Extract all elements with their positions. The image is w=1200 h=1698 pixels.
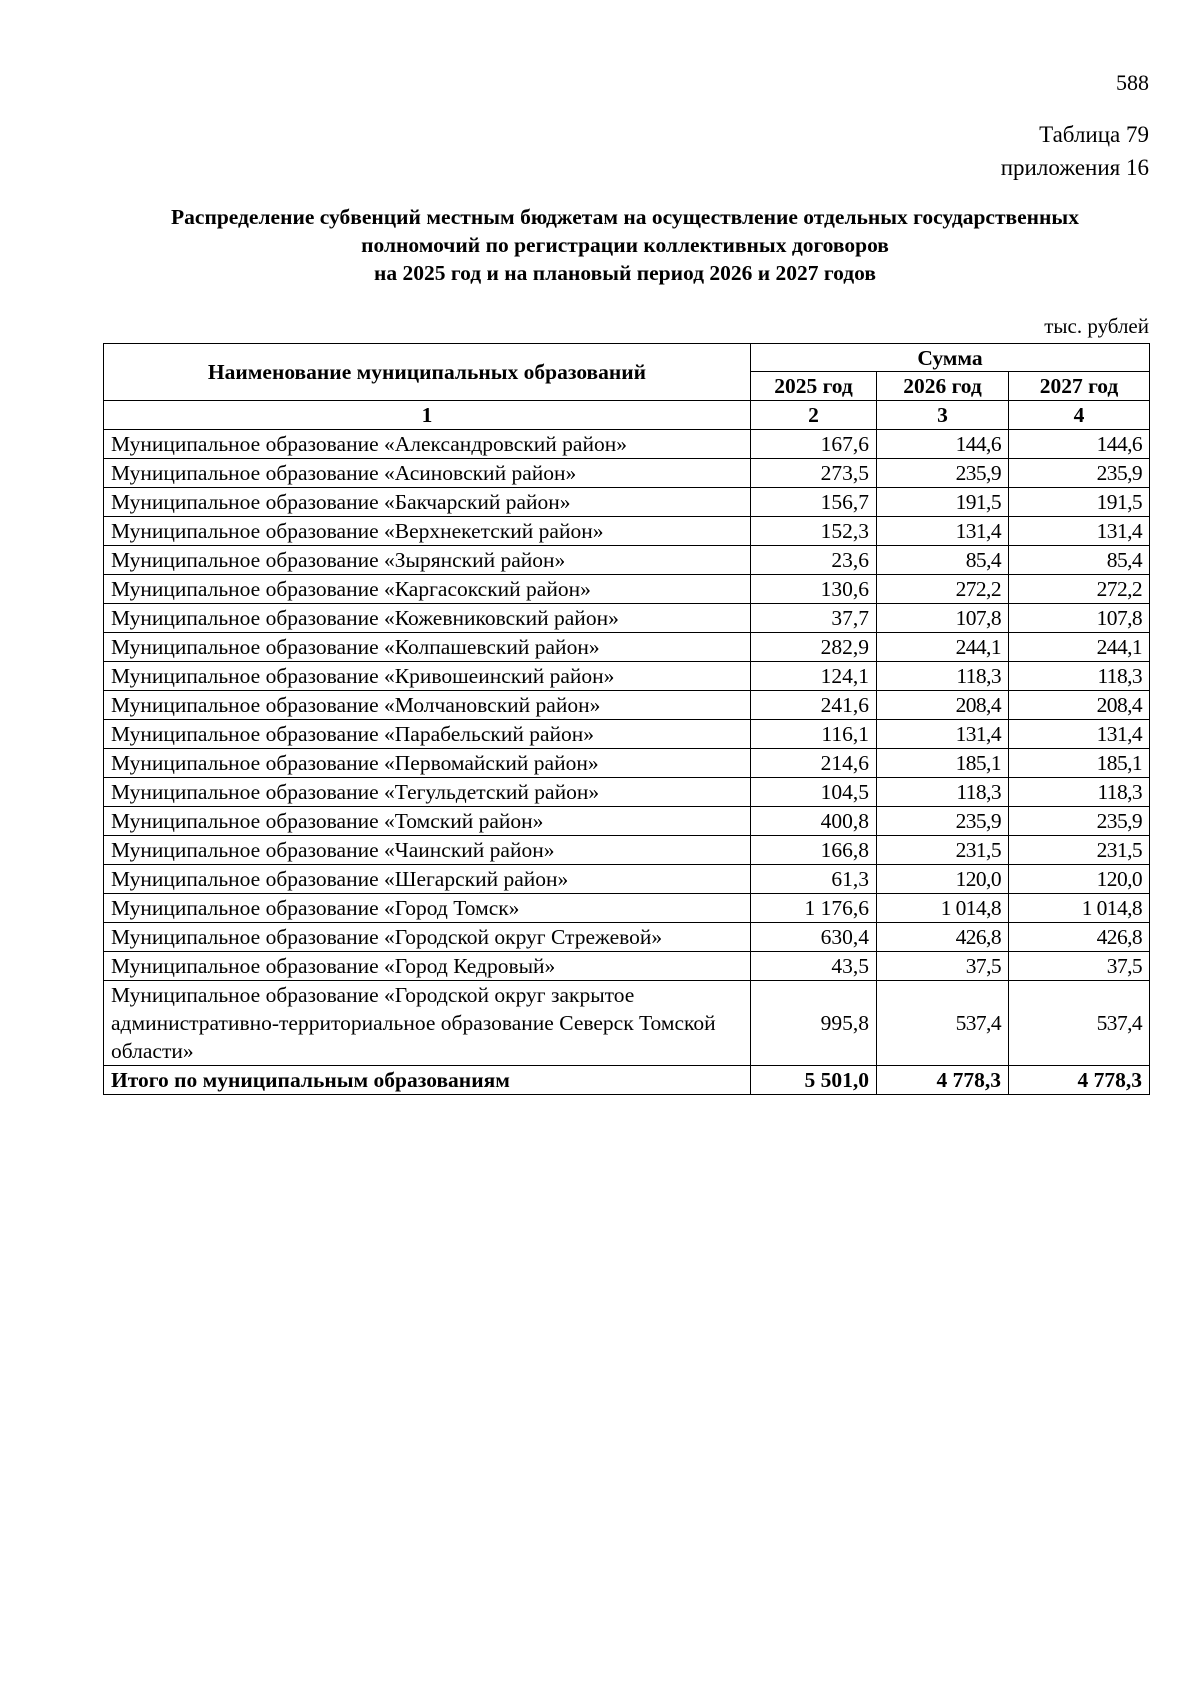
table-row <box>104 662 1150 691</box>
value-2025: 1 176,6 <box>751 894 877 923</box>
municipality-name: Муниципальное образование «Город Кедровый» <box>104 952 751 981</box>
table-row <box>104 749 1150 778</box>
municipality-name: Муниципальное образование «Верхнекетский район» <box>104 517 751 546</box>
title-line2: полномочий по регистрации коллективных договоров <box>361 233 889 257</box>
table-row <box>104 807 1150 836</box>
municipality-name: Муниципальное образование «Томский район» <box>104 807 751 836</box>
value-2025: 37,7 <box>751 604 877 633</box>
value-2027: 85,4 <box>1009 546 1150 575</box>
table-row <box>104 865 1150 894</box>
value-2026: 235,9 <box>877 807 1009 836</box>
total-2027: 4 778,3 <box>1009 1066 1150 1095</box>
value-2027: 537,4 <box>1009 981 1150 1066</box>
value-2025: 156,7 <box>751 488 877 517</box>
value-2025: 630,4 <box>751 923 877 952</box>
municipality-name: Муниципальное образование «Александровский район» <box>104 430 751 459</box>
value-2026: 235,9 <box>877 459 1009 488</box>
table-row <box>104 459 1150 488</box>
header-year-2027: 2027 год <box>1009 372 1150 401</box>
header-sum: Сумма <box>751 344 1150 372</box>
municipality-name: Муниципальное образование «Зырянский район» <box>104 546 751 575</box>
value-2025: 124,1 <box>751 662 877 691</box>
value-2027: 231,5 <box>1009 836 1150 865</box>
value-2027: 118,3 <box>1009 778 1150 807</box>
value-2026: 537,4 <box>877 981 1009 1066</box>
table-row <box>104 894 1150 923</box>
value-2026: 426,8 <box>877 923 1009 952</box>
value-2027: 120,0 <box>1009 865 1150 894</box>
municipality-name: Муниципальное образование «Городской округ Стрежевой» <box>104 923 751 952</box>
municipality-name: Муниципальное образование «Кривошеинский район» <box>104 662 751 691</box>
table-row <box>104 691 1150 720</box>
municipality-name: Муниципальное образование «Асиновский район» <box>104 459 751 488</box>
value-2026: 231,5 <box>877 836 1009 865</box>
column-number-2: 2 <box>751 401 877 430</box>
document-title <box>100 203 1150 287</box>
value-2026: 120,0 <box>877 865 1009 894</box>
value-2025: 282,9 <box>751 633 877 662</box>
municipality-name: Муниципальное образование «Бакчарский район» <box>104 488 751 517</box>
value-2025: 152,3 <box>751 517 877 546</box>
table-row <box>104 633 1150 662</box>
value-2027: 426,8 <box>1009 923 1150 952</box>
header-year-2025: 2025 год <box>751 372 877 401</box>
municipality-name: Муниципальное образование «Первомайский район» <box>104 749 751 778</box>
value-2026: 191,5 <box>877 488 1009 517</box>
municipality-name: Муниципальное образование «Чаинский район» <box>104 836 751 865</box>
table-reference-line2: приложения 16 <box>1000 155 1149 180</box>
table-reference-line1: Таблица 79 <box>1039 122 1149 147</box>
value-2026: 244,1 <box>877 633 1009 662</box>
table-body <box>104 430 1150 1066</box>
value-2027: 1 014,8 <box>1009 894 1150 923</box>
value-2027: 131,4 <box>1009 720 1150 749</box>
value-2025: 43,5 <box>751 952 877 981</box>
municipality-name: Муниципальное образование «Городской округ закрытое административно-территориальное образование Северск Томской области» <box>104 981 751 1066</box>
header-name-column: Наименование муниципальных образований <box>104 344 751 401</box>
total-label: Итого по муниципальным образованиям <box>104 1066 751 1095</box>
value-2025: 214,6 <box>751 749 877 778</box>
table-row <box>104 836 1150 865</box>
municipality-name: Муниципальное образование «Каргасокский район» <box>104 575 751 604</box>
total-2026: 4 778,3 <box>877 1066 1009 1095</box>
municipality-name: Муниципальное образование «Молчановский район» <box>104 691 751 720</box>
page-number: 588 <box>1116 70 1149 95</box>
value-2026: 1 014,8 <box>877 894 1009 923</box>
value-2025: 400,8 <box>751 807 877 836</box>
value-2026: 272,2 <box>877 575 1009 604</box>
value-2026: 107,8 <box>877 604 1009 633</box>
value-2027: 208,4 <box>1009 691 1150 720</box>
value-2026: 85,4 <box>877 546 1009 575</box>
value-2026: 208,4 <box>877 691 1009 720</box>
municipality-name: Муниципальное образование «Шегарский район» <box>104 865 751 894</box>
column-number-4: 4 <box>1009 401 1150 430</box>
value-2027: 107,8 <box>1009 604 1150 633</box>
value-2025: 241,6 <box>751 691 877 720</box>
table-row <box>104 430 1150 459</box>
value-2027: 37,5 <box>1009 952 1150 981</box>
value-2025: 130,6 <box>751 575 877 604</box>
value-2026: 131,4 <box>877 720 1009 749</box>
value-2025: 116,1 <box>751 720 877 749</box>
table-row <box>104 952 1150 981</box>
value-2027: 191,5 <box>1009 488 1150 517</box>
title-line3: на 2025 год и на плановый период 2026 и 2027 годов <box>374 261 876 285</box>
municipality-name: Муниципальное образование «Тегульдетский район» <box>104 778 751 807</box>
value-2027: 131,4 <box>1009 517 1150 546</box>
municipality-name: Муниципальное образование «Кожевниковский район» <box>104 604 751 633</box>
table-row <box>104 604 1150 633</box>
table-row <box>104 546 1150 575</box>
distribution-table <box>103 343 1150 1095</box>
table-reference <box>1001 118 1149 184</box>
table-row <box>104 575 1150 604</box>
value-2027: 235,9 <box>1009 459 1150 488</box>
value-2027: 244,1 <box>1009 633 1150 662</box>
table-row <box>104 488 1150 517</box>
units-label: тыс. рублей <box>1044 314 1149 338</box>
value-2025: 61,3 <box>751 865 877 894</box>
value-2027: 235,9 <box>1009 807 1150 836</box>
value-2026: 118,3 <box>877 662 1009 691</box>
header-year-2026: 2026 год <box>877 372 1009 401</box>
title-line1: Распределение субвенций местным бюджетам на осуществление отдельных государственных <box>171 205 1079 229</box>
value-2025: 166,8 <box>751 836 877 865</box>
total-row <box>104 1066 1150 1095</box>
value-2026: 37,5 <box>877 952 1009 981</box>
value-2027: 118,3 <box>1009 662 1150 691</box>
value-2025: 104,5 <box>751 778 877 807</box>
value-2025: 167,6 <box>751 430 877 459</box>
value-2027: 144,6 <box>1009 430 1150 459</box>
table-row <box>104 923 1150 952</box>
value-2026: 185,1 <box>877 749 1009 778</box>
table-row <box>104 517 1150 546</box>
table-row <box>104 720 1150 749</box>
value-2025: 995,8 <box>751 981 877 1066</box>
municipality-name: Муниципальное образование «Город Томск» <box>104 894 751 923</box>
value-2025: 23,6 <box>751 546 877 575</box>
value-2026: 131,4 <box>877 517 1009 546</box>
column-number-3: 3 <box>877 401 1009 430</box>
value-2025: 273,5 <box>751 459 877 488</box>
table-row <box>104 981 1150 1066</box>
value-2026: 144,6 <box>877 430 1009 459</box>
total-2025: 5 501,0 <box>751 1066 877 1095</box>
value-2027: 185,1 <box>1009 749 1150 778</box>
table-row <box>104 778 1150 807</box>
value-2027: 272,2 <box>1009 575 1150 604</box>
value-2026: 118,3 <box>877 778 1009 807</box>
column-number-1: 1 <box>104 401 751 430</box>
municipality-name: Муниципальное образование «Колпашевский район» <box>104 633 751 662</box>
municipality-name: Муниципальное образование «Парабельский район» <box>104 720 751 749</box>
